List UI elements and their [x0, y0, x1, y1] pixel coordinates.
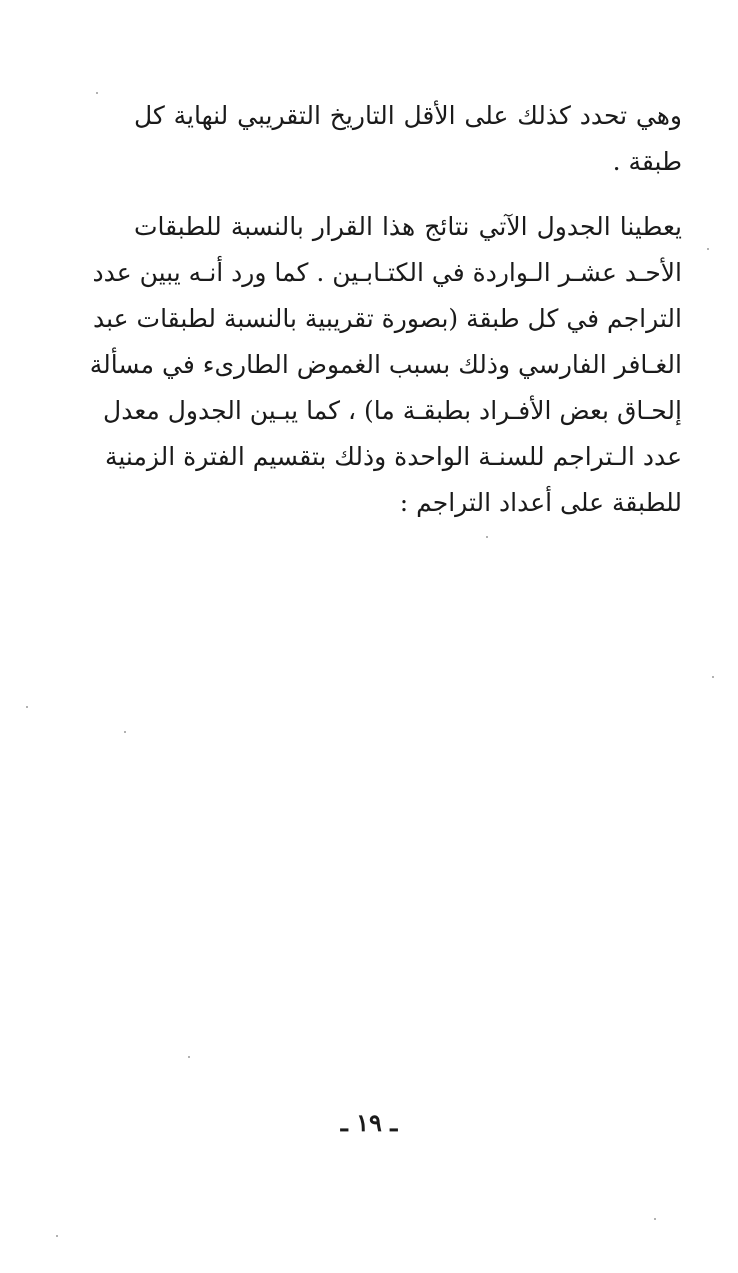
- scan-speck: [712, 676, 714, 678]
- paragraph-2-line-7: للطبقة على أعداد التراجم :: [399, 488, 682, 517]
- scan-speck: [26, 706, 28, 708]
- paragraph-1-line-1: وهي تحدد كذلك على الأقل التاريخ التقريبي لنهاية كل: [134, 101, 682, 130]
- scan-speck: [654, 1218, 656, 1220]
- paragraph-2: [89, 204, 682, 526]
- paragraph-2-line-4: الغـافر الفارسي وذلك بسبب الغموض الطارىء في مسألة: [89, 350, 682, 379]
- paragraph-2-line-1: يعطينا الجدول الآتي نتائج هذا القرار بالنسبة للطبقات: [134, 212, 682, 241]
- page-number: ـ ١٩ ـ: [340, 1108, 398, 1137]
- paragraph-2-line-3: التراجم في كل طبقة (بصورة تقريبية بالنسبة لطبقات عبد: [93, 304, 682, 333]
- paragraph-2-line-5: إلحـاق بعض الأفـراد بطبقـة ما) ، كما يبـين الجدول معدل: [103, 396, 682, 425]
- scan-speck: [124, 731, 126, 733]
- scan-speck: [188, 1056, 190, 1058]
- paragraph-1-line-2: طبقة .: [612, 147, 682, 176]
- scan-speck: [56, 1235, 58, 1237]
- paragraph-2-line-6: عدد الـتراجم للسنـة الواحدة وذلك بتقسيم الفترة الزمنية: [104, 442, 682, 471]
- scan-speck: [96, 92, 98, 94]
- paragraph-1: [134, 93, 682, 185]
- scan-speck: [486, 536, 488, 538]
- paragraph-2-line-2: الأحـد عشـر الـواردة في الكتـابـين . كما ورد أنـه يبين عدد: [92, 258, 682, 287]
- scan-speck: [707, 248, 709, 250]
